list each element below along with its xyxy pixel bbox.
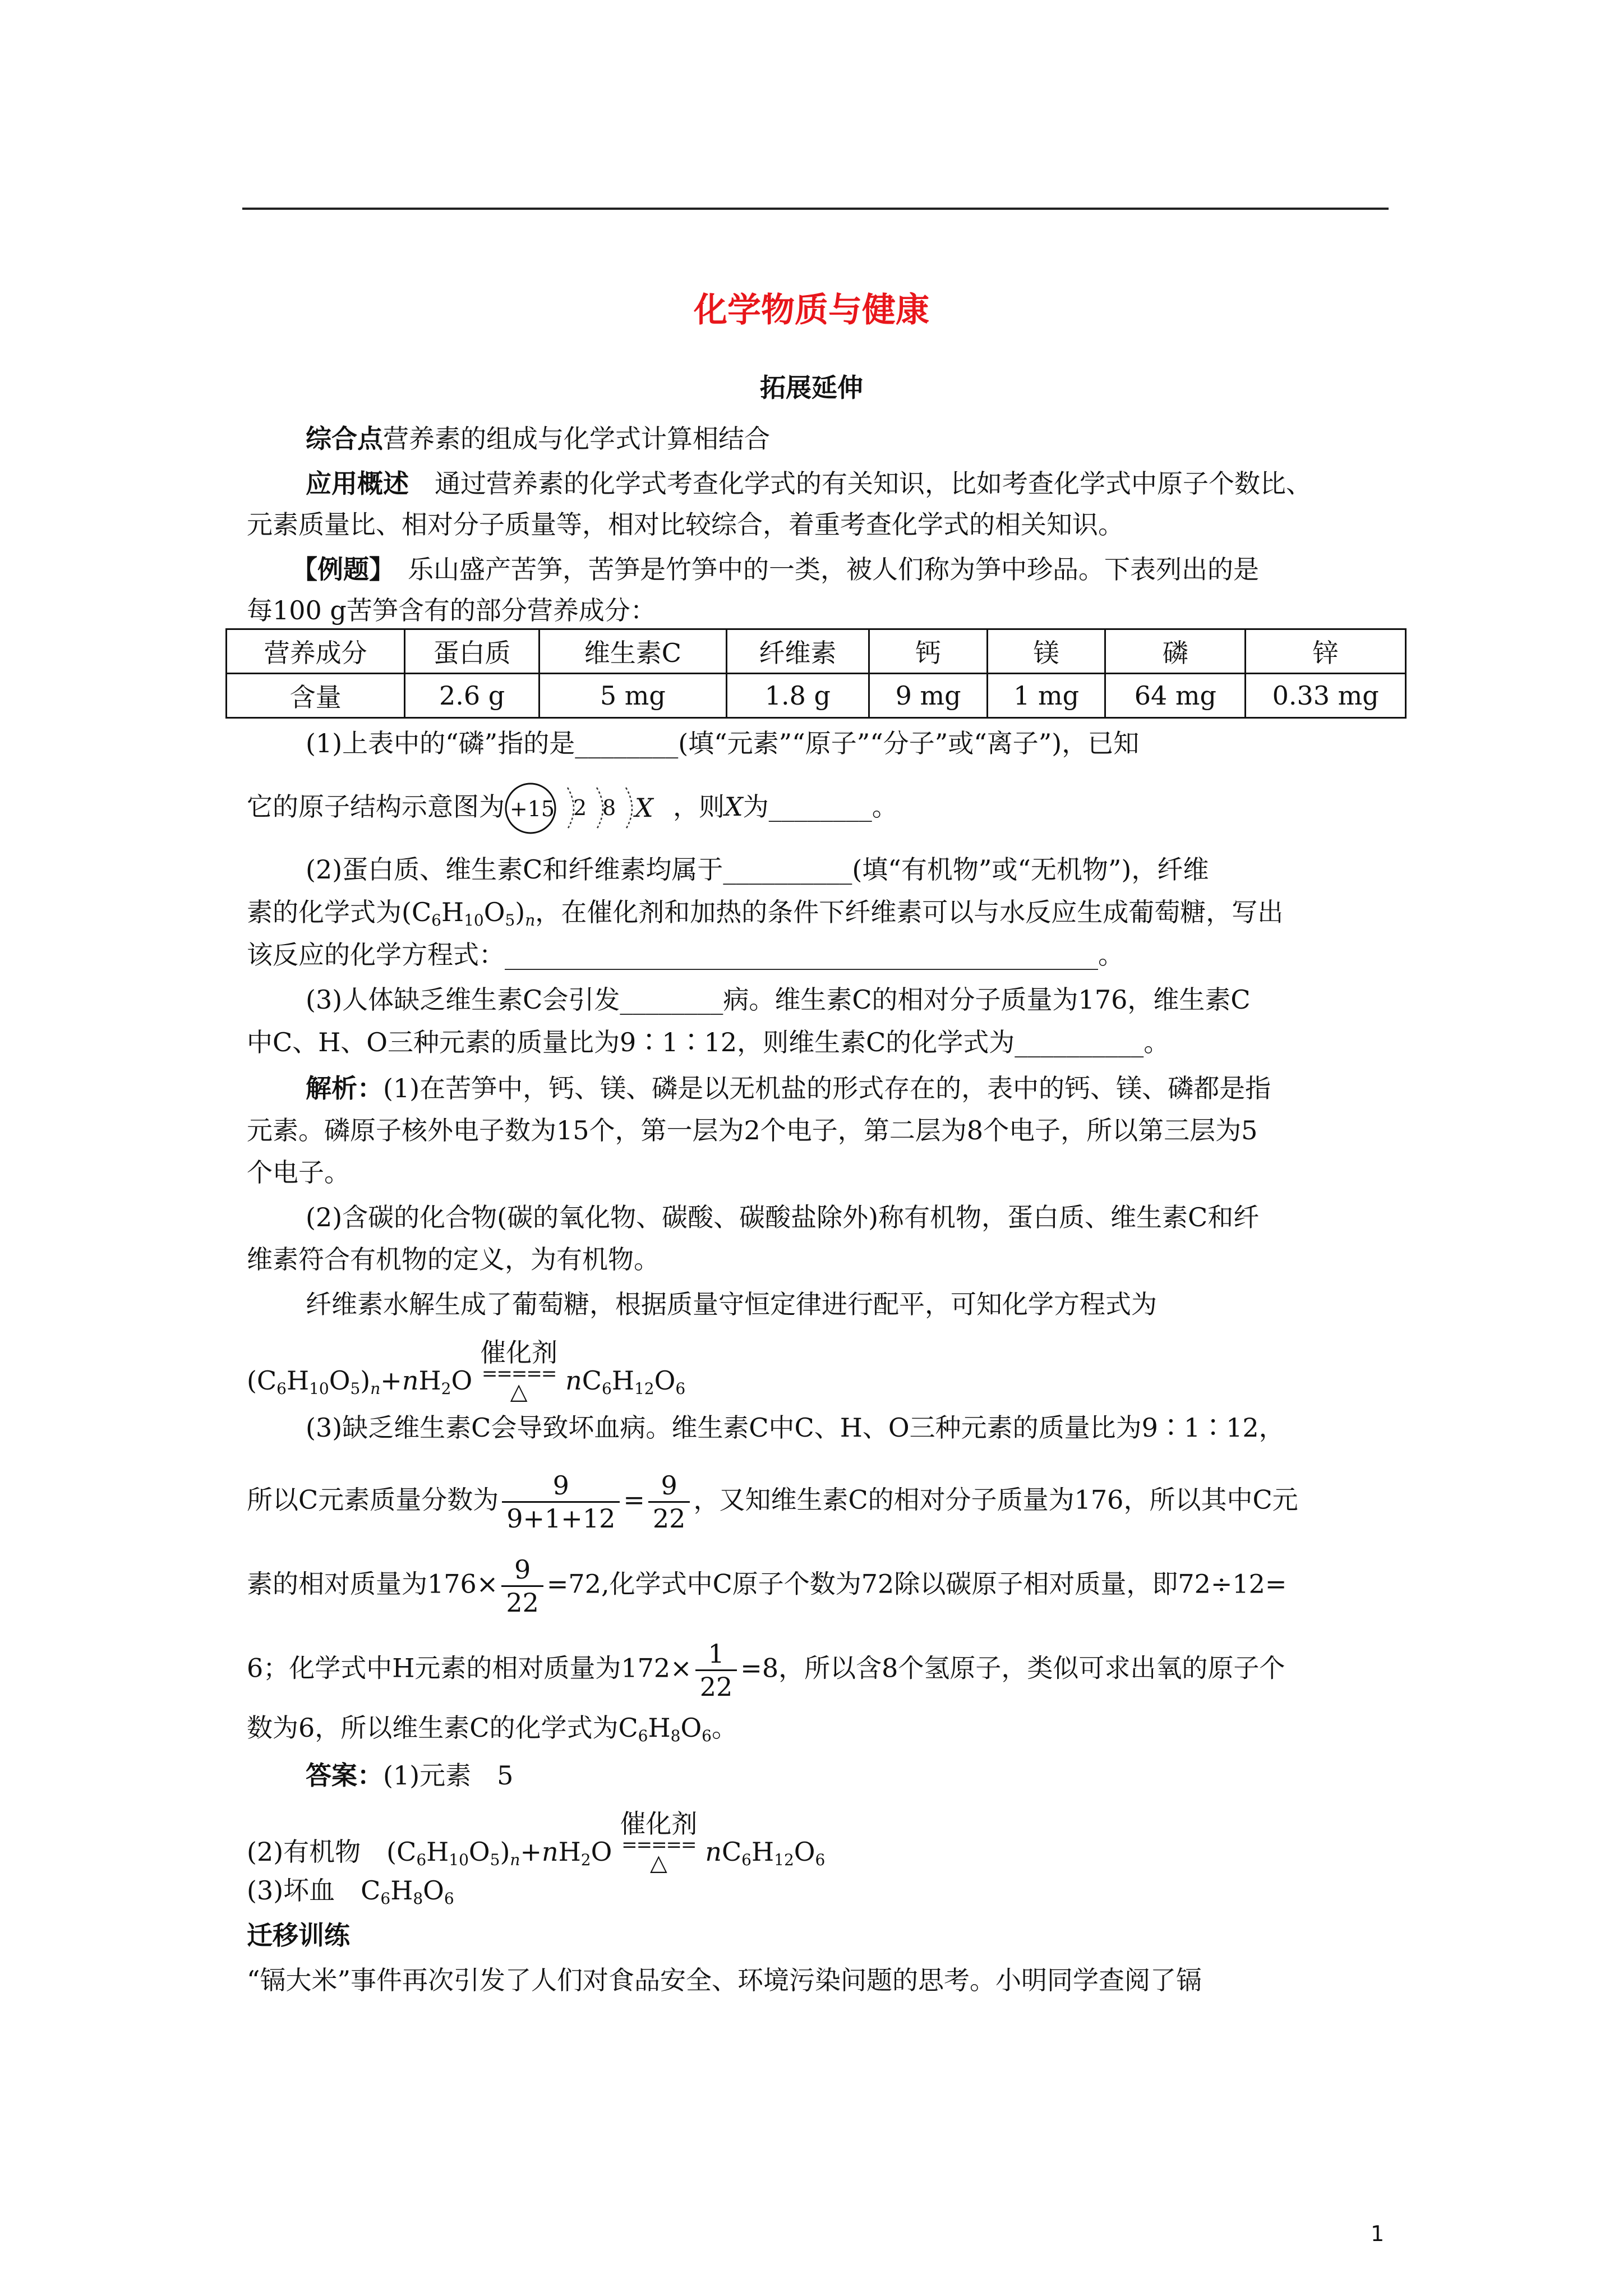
transfer-line-1: “镉大米”事件再次引发了人们对食品安全、环境污染问题的思考。小明同学查阅了镉 [247,1965,1202,1995]
q2-line-3: 该反应的化学方程式：______________________________________________。 [247,940,1124,970]
fraction: $\frac{9}{22}$ [501,1554,543,1618]
table-cell: 镁 [987,629,1105,674]
answer-line-2: (2)有机物 $(C_6H_{10}O_5)_n+nH_2O$ 催化剂 ===== △ $nC_6H_{12}O_6$ [247,1809,826,1876]
atom-shell-1: 2 [573,795,587,820]
overview-label: 应用概述 [306,468,409,499]
reaction-condition: 催化剂 ===== △ [620,1809,698,1876]
overview-line-1: 应用概述 通过营养素的化学式考查化学式的有关知识，比如考查化学式中原子个数比、 [306,468,1312,499]
section-text: 营养素的组成与化学式计算相结合 [383,424,770,454]
analysis-line-3: 个电子。 [247,1157,350,1188]
page-number: 1 [1371,2221,1385,2246]
analysis-p4-line-2: 所以C元素质量分数为 $\frac{9}{9+1+12}$ = $\frac{9}{22}$ ，又知维生素C的相对分子质量为176，所以其中C元 [247,1470,1298,1534]
overview-line-2: 元素质量比、相对分子质量等，相对比较综合，着重考查化学式的相关知识。 [247,509,1124,540]
q1-line-2: 它的原子结构示意图为 +15 2 8 X ，则X为________。 [247,790,898,826]
table-cell: 2.6 g [405,674,540,718]
table-cell: 含量 [227,674,405,718]
analysis-p4-line-4: 6；化学式中H元素的相对质量为172× $\frac{1}{22}$ =8，所以含8个氢原子，类似可求出氧的原子个 [247,1639,1285,1702]
example-line-2: 每100 g苦笋含有的部分营养成分： [247,595,656,625]
q2-line-2: 素的化学式为$(C_6H_{10}O_5)_n$，在催化剂和加热的条件下纤维素可以与水反应生成葡萄糖，写出 [247,897,1284,930]
page-title: 化学物质与健康 [694,291,929,330]
atom-nucleus-label: +15 [509,797,555,821]
fraction: $\frac{9}{22}$ [648,1470,690,1534]
section-label: 综合点 [306,424,383,454]
section-line [306,422,770,455]
table-cell: 锌 [1246,629,1406,674]
table-cell: 0.33 mg [1246,674,1406,718]
equation-line-1: $(C_6H_{10}O_5)_n+nH_2O$ 催化剂 ===== △ $nC_6H_{12}O_6$ [247,1337,686,1405]
table-cell: 9 mg [869,674,988,718]
analysis-p3-line-1: 纤维素水解生成了葡萄糖，根据质量守恒定律进行配平，可知化学方程式为 [306,1289,1157,1319]
table-cell: 钙 [869,629,988,674]
analysis-label: 解析： [306,1073,383,1103]
example-line-1: 【例题】 乐山盛产苦笋，苦笋是竹笋中的一类，被人们称为笋中珍品。下表列出的是 [292,554,1259,585]
example-label: 【例题】 [292,554,382,585]
table-cell: 纤维素 [726,629,869,674]
answer-line-3: (3)坏血 $C_6H_8O_6$ [247,1875,454,1908]
analysis-p4-line-1: (3)缺乏维生素C会导致坏血病。维生素C中C、H、O三种元素的质量比为9∶1∶12， [306,1412,1285,1443]
table-cell: 5 mg [540,674,726,718]
atom-structure-diagram [505,792,673,826]
table-cell: 蛋白质 [405,629,540,674]
analysis-line-2: 元素。磷原子核外电子数为15个，第一层为2个电子，第二层为8个电子，所以第三层为5 [247,1115,1258,1145]
answer-line-1: 答案：(1)元素 5 [306,1760,514,1791]
fraction: $\frac{9}{9+1+12}$ [502,1470,620,1534]
nutrient-table [225,628,1407,719]
table-cell: 维生素C [540,629,726,674]
atom-shell-2: 8 [602,795,616,820]
fraction: $\frac{1}{22}$ [695,1638,737,1703]
table-cell: 1.8 g [726,674,869,718]
table-row [227,674,1406,718]
table-cell: 磷 [1105,629,1246,674]
analysis-p2-line-2: 维素符合有机物的定义，为有机物。 [247,1244,660,1274]
q3-line-2: 中C、H、O三种元素的质量比为9∶1∶12，则维生素C的化学式为__________。 [247,1027,1170,1057]
analysis-line-1: 解析：(1)在苦笋中，钙、镁、磷是以无机盐的形式存在的，表中的钙、镁、磷都是指 [306,1073,1271,1103]
analysis-p4-line-5: 数为6，所以维生素C的化学式为$C_6H_8O_6$。 [247,1713,737,1745]
atom-shell-3: X [635,793,653,823]
header-rule [242,208,1389,210]
table-cell: 1 mg [987,674,1105,718]
q3-line-1: (3)人体缺乏维生素C会引发________病。维生素C的相对分子质量为176，维生素C [306,984,1251,1015]
table-cell: 64 mg [1105,674,1246,718]
answer-label: 答案： [306,1760,383,1791]
analysis-p4-line-3: 素的相对质量为176× $\frac{9}{22}$ =72,化学式中C原子个数为72除以碳原子相对质量，即72÷12= [247,1554,1287,1618]
reaction-condition: 催化剂 ===== △ [480,1337,558,1405]
q1-line-1: (1)上表中的“磷”指的是________(填“元素”“原子”“分子”或“离子”)，已知 [306,728,1140,758]
q2-line-1: (2)蛋白质、维生素C和纤维素均属于__________(填“有机物”或“无机物”)，纤维 [306,854,1209,885]
table-cell: 营养成分 [227,629,405,674]
transfer-label: 迁移训练 [247,1920,350,1950]
page-subtitle: 拓展延伸 [760,372,863,403]
analysis-p2-line-1: (2)含碳的化合物(碳的氧化物、碳酸、碳酸盐除外)称有机物，蛋白质、维生素C和纤 [306,1202,1260,1232]
table-header-row [227,629,1406,674]
